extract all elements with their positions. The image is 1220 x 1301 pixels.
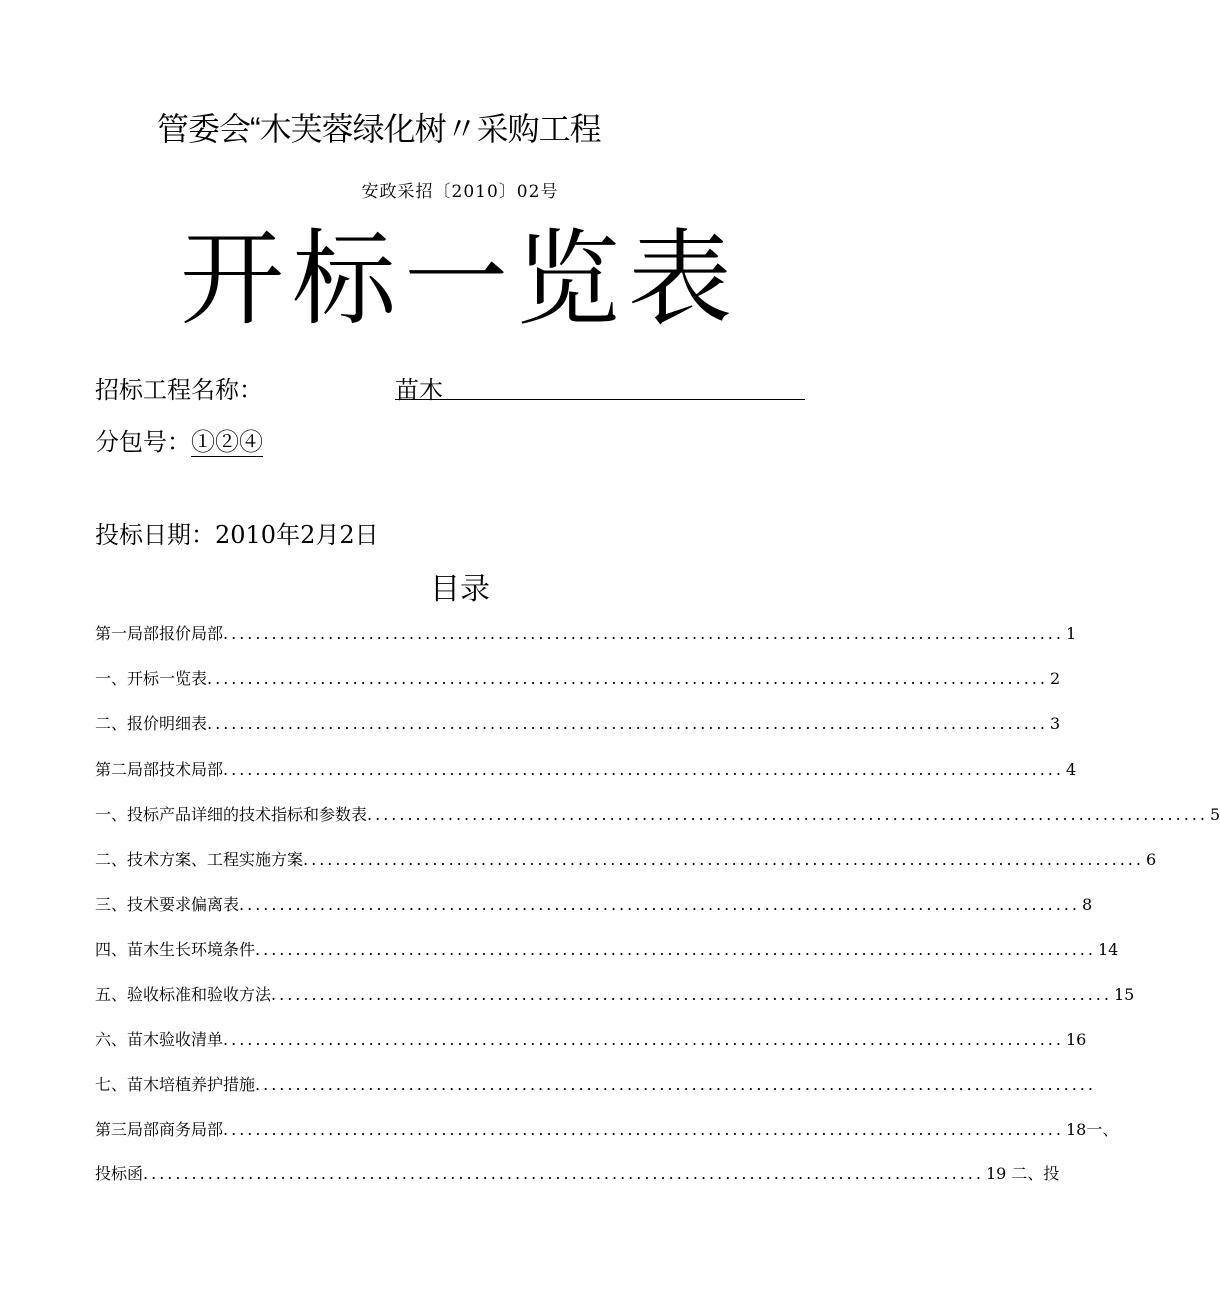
toc-item-page: 19 二、投 <box>985 1164 1060 1183</box>
toc-item-text: 五、验收标准和验收方法 <box>95 985 272 1004</box>
toc-item <box>95 1027 1087 1050</box>
toc-item <box>95 937 1119 960</box>
package-value: ①②④ <box>191 428 263 456</box>
toc-item-text: 三、技术要求偏离表 <box>95 895 240 914</box>
toc-item <box>95 1161 1060 1184</box>
bid-date: 投标日期：2010年2月2日 <box>95 521 379 549</box>
main-title: 开标一览表 <box>179 218 740 340</box>
toc-item-text: 投标函 <box>95 1164 144 1183</box>
toc-item <box>95 711 1061 734</box>
toc-item <box>95 982 1135 1005</box>
toc-item-page: 4 <box>1065 760 1077 779</box>
toc-item <box>95 892 1093 915</box>
toc-item-page: 2 <box>1049 669 1061 688</box>
toc-leader-dots: ........................................................................................................ <box>239 895 1080 914</box>
toc-leader-dots: ........................................................................................................ <box>367 805 1208 824</box>
project-name-label: 招标工程名称： <box>95 376 263 404</box>
document-heading: 管委会“木芙蓉绿化树〃采购工程 <box>157 111 601 147</box>
toc-leader-dots: ........................................................................................................ <box>255 1075 1096 1094</box>
toc-item-text: 二、报价明细表 <box>95 714 208 733</box>
toc-item-text: 一、开标一览表 <box>95 669 208 688</box>
toc-item-page: 5 <box>1209 805 1220 824</box>
toc-leader-dots: ........................................................................................................ <box>255 940 1096 959</box>
package-label: 分包号： <box>95 428 191 456</box>
toc-leader-dots: ........................................................................................................ <box>223 1120 1064 1139</box>
toc-item <box>95 802 1220 825</box>
toc-item <box>95 666 1061 689</box>
toc-item <box>95 1072 1096 1095</box>
toc-item-text: 第一局部报价局部 <box>95 624 224 643</box>
toc-item-page: 6 <box>1145 850 1157 869</box>
toc-item <box>95 621 1077 644</box>
toc-title: 目录 <box>430 572 490 607</box>
toc-item-text: 第三局部商务局部 <box>95 1120 224 1139</box>
toc-leader-dots: ........................................................................................................ <box>223 1030 1064 1049</box>
toc-leader-dots: ........................................................................................................ <box>271 985 1112 1004</box>
toc-item-text: 第二局部技术局部 <box>95 760 224 779</box>
toc-item-text: 一、投标产品详细的技术指标和参数表 <box>95 805 368 824</box>
toc-leader-dots: ........................................................................................................ <box>223 624 1064 643</box>
toc-leader-dots: ........................................................................................................ <box>303 850 1144 869</box>
toc-item-text: 二、技术方案、工程实施方案 <box>95 850 304 869</box>
toc-item-page: 14 <box>1097 940 1119 959</box>
toc-item-page: 16 <box>1065 1030 1087 1049</box>
toc-leader-dots: ........................................................................................................ <box>207 714 1048 733</box>
toc-item-page: 1 <box>1065 624 1077 643</box>
toc-item-page: 3 <box>1049 714 1061 733</box>
toc-leader-dots: ........................................................................................................ <box>207 669 1048 688</box>
toc-item-page: 15 <box>1113 985 1135 1004</box>
toc-item-text: 七、苗木培植养护措施 <box>95 1075 256 1094</box>
toc-item <box>95 1117 1119 1140</box>
toc-item-text: 六、苗木验收清单 <box>95 1030 224 1049</box>
toc-leader-dots: ........................................................................................................ <box>143 1164 984 1183</box>
project-name-value: 苗木 <box>395 370 805 400</box>
package-line <box>95 422 263 457</box>
toc-item-text: 四、苗木生长环境条件 <box>95 940 256 959</box>
toc-item-page: 18一、 <box>1065 1120 1119 1139</box>
toc-item <box>95 757 1077 780</box>
toc-item-page: 8 <box>1081 895 1093 914</box>
toc-item <box>95 847 1157 870</box>
toc-leader-dots: ........................................................................................................ <box>223 760 1064 779</box>
reference-number: 安政采招〔2010〕02号 <box>361 182 559 202</box>
